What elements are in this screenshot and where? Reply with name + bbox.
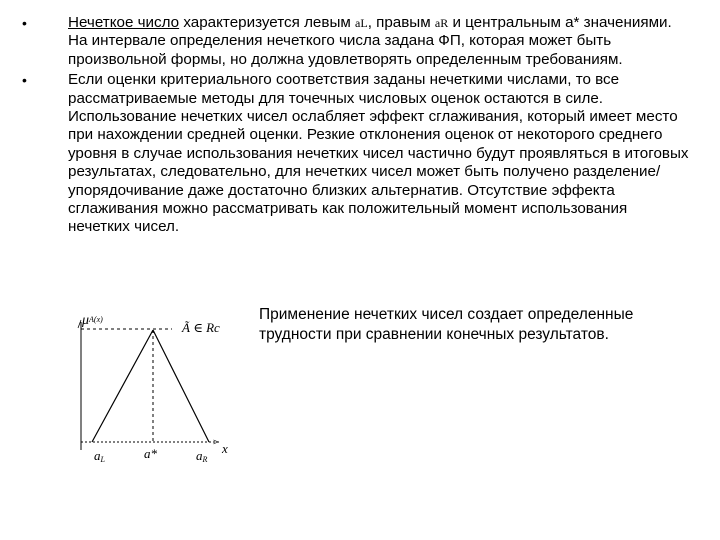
- bullet-item-fuzzy-number: [22, 14, 692, 69]
- bullet-icon: •: [22, 72, 27, 89]
- bullet-text-part1: характеризуется левым: [179, 14, 356, 31]
- tick-label-aL: aL: [94, 448, 105, 464]
- side-text: Применение нечетких чисел создает определенные трудности при сравнении конечных результатов.: [259, 306, 634, 343]
- triangle-left-side: [92, 330, 153, 442]
- x-axis-label: x: [222, 441, 228, 456]
- membership-function-diagram: [72, 302, 252, 467]
- symbol-aR: aR: [434, 16, 449, 30]
- bullet-list: [22, 14, 692, 237]
- bullet-icon: •: [22, 15, 27, 31]
- tick-label-center: a*: [144, 446, 157, 461]
- x-axis-arrow-icon: >: [213, 437, 219, 447]
- bullet-text-part3: и центральным а* значениями. На интервале определения нечеткого числа задана ФП, которая может быть произвольной формы, но должна удовлетворять определенным требованиям.: [68, 14, 672, 68]
- set-label: Ã ∈ Rc: [182, 320, 220, 335]
- term-fuzzy-number: Нечеткое число: [68, 14, 180, 31]
- bullet-text: Если оценки критериального соответствия заданы нечеткими числами, то все рассматриваемые методы для точечных числовых оценок остаются в силе. Использование нечетких чисел ослабляет эффект сглаживания, который имеет место при нахождении средней оценки. Резкие отклонения оценок от некоторого среднего уровня в случае использования нечетких чисел частично будут проявляться в итоговых результатах, следовательно, для нечетких чисел может быть получено разделение/упорядочивание даже достаточно близких альтернатив. Отсутствие эффекта сглаживания можно рассматривать как положительный момент использования нечетких чисел.: [68, 71, 689, 236]
- symbol-aL: aL: [355, 16, 368, 30]
- bullet-item-criteria: [22, 71, 692, 237]
- triangle-right-side: [153, 330, 209, 442]
- bullet-text-part2: , правым: [367, 14, 435, 31]
- y-axis-label: μA(x): [82, 313, 103, 328]
- tick-label-aR: aR: [196, 448, 208, 464]
